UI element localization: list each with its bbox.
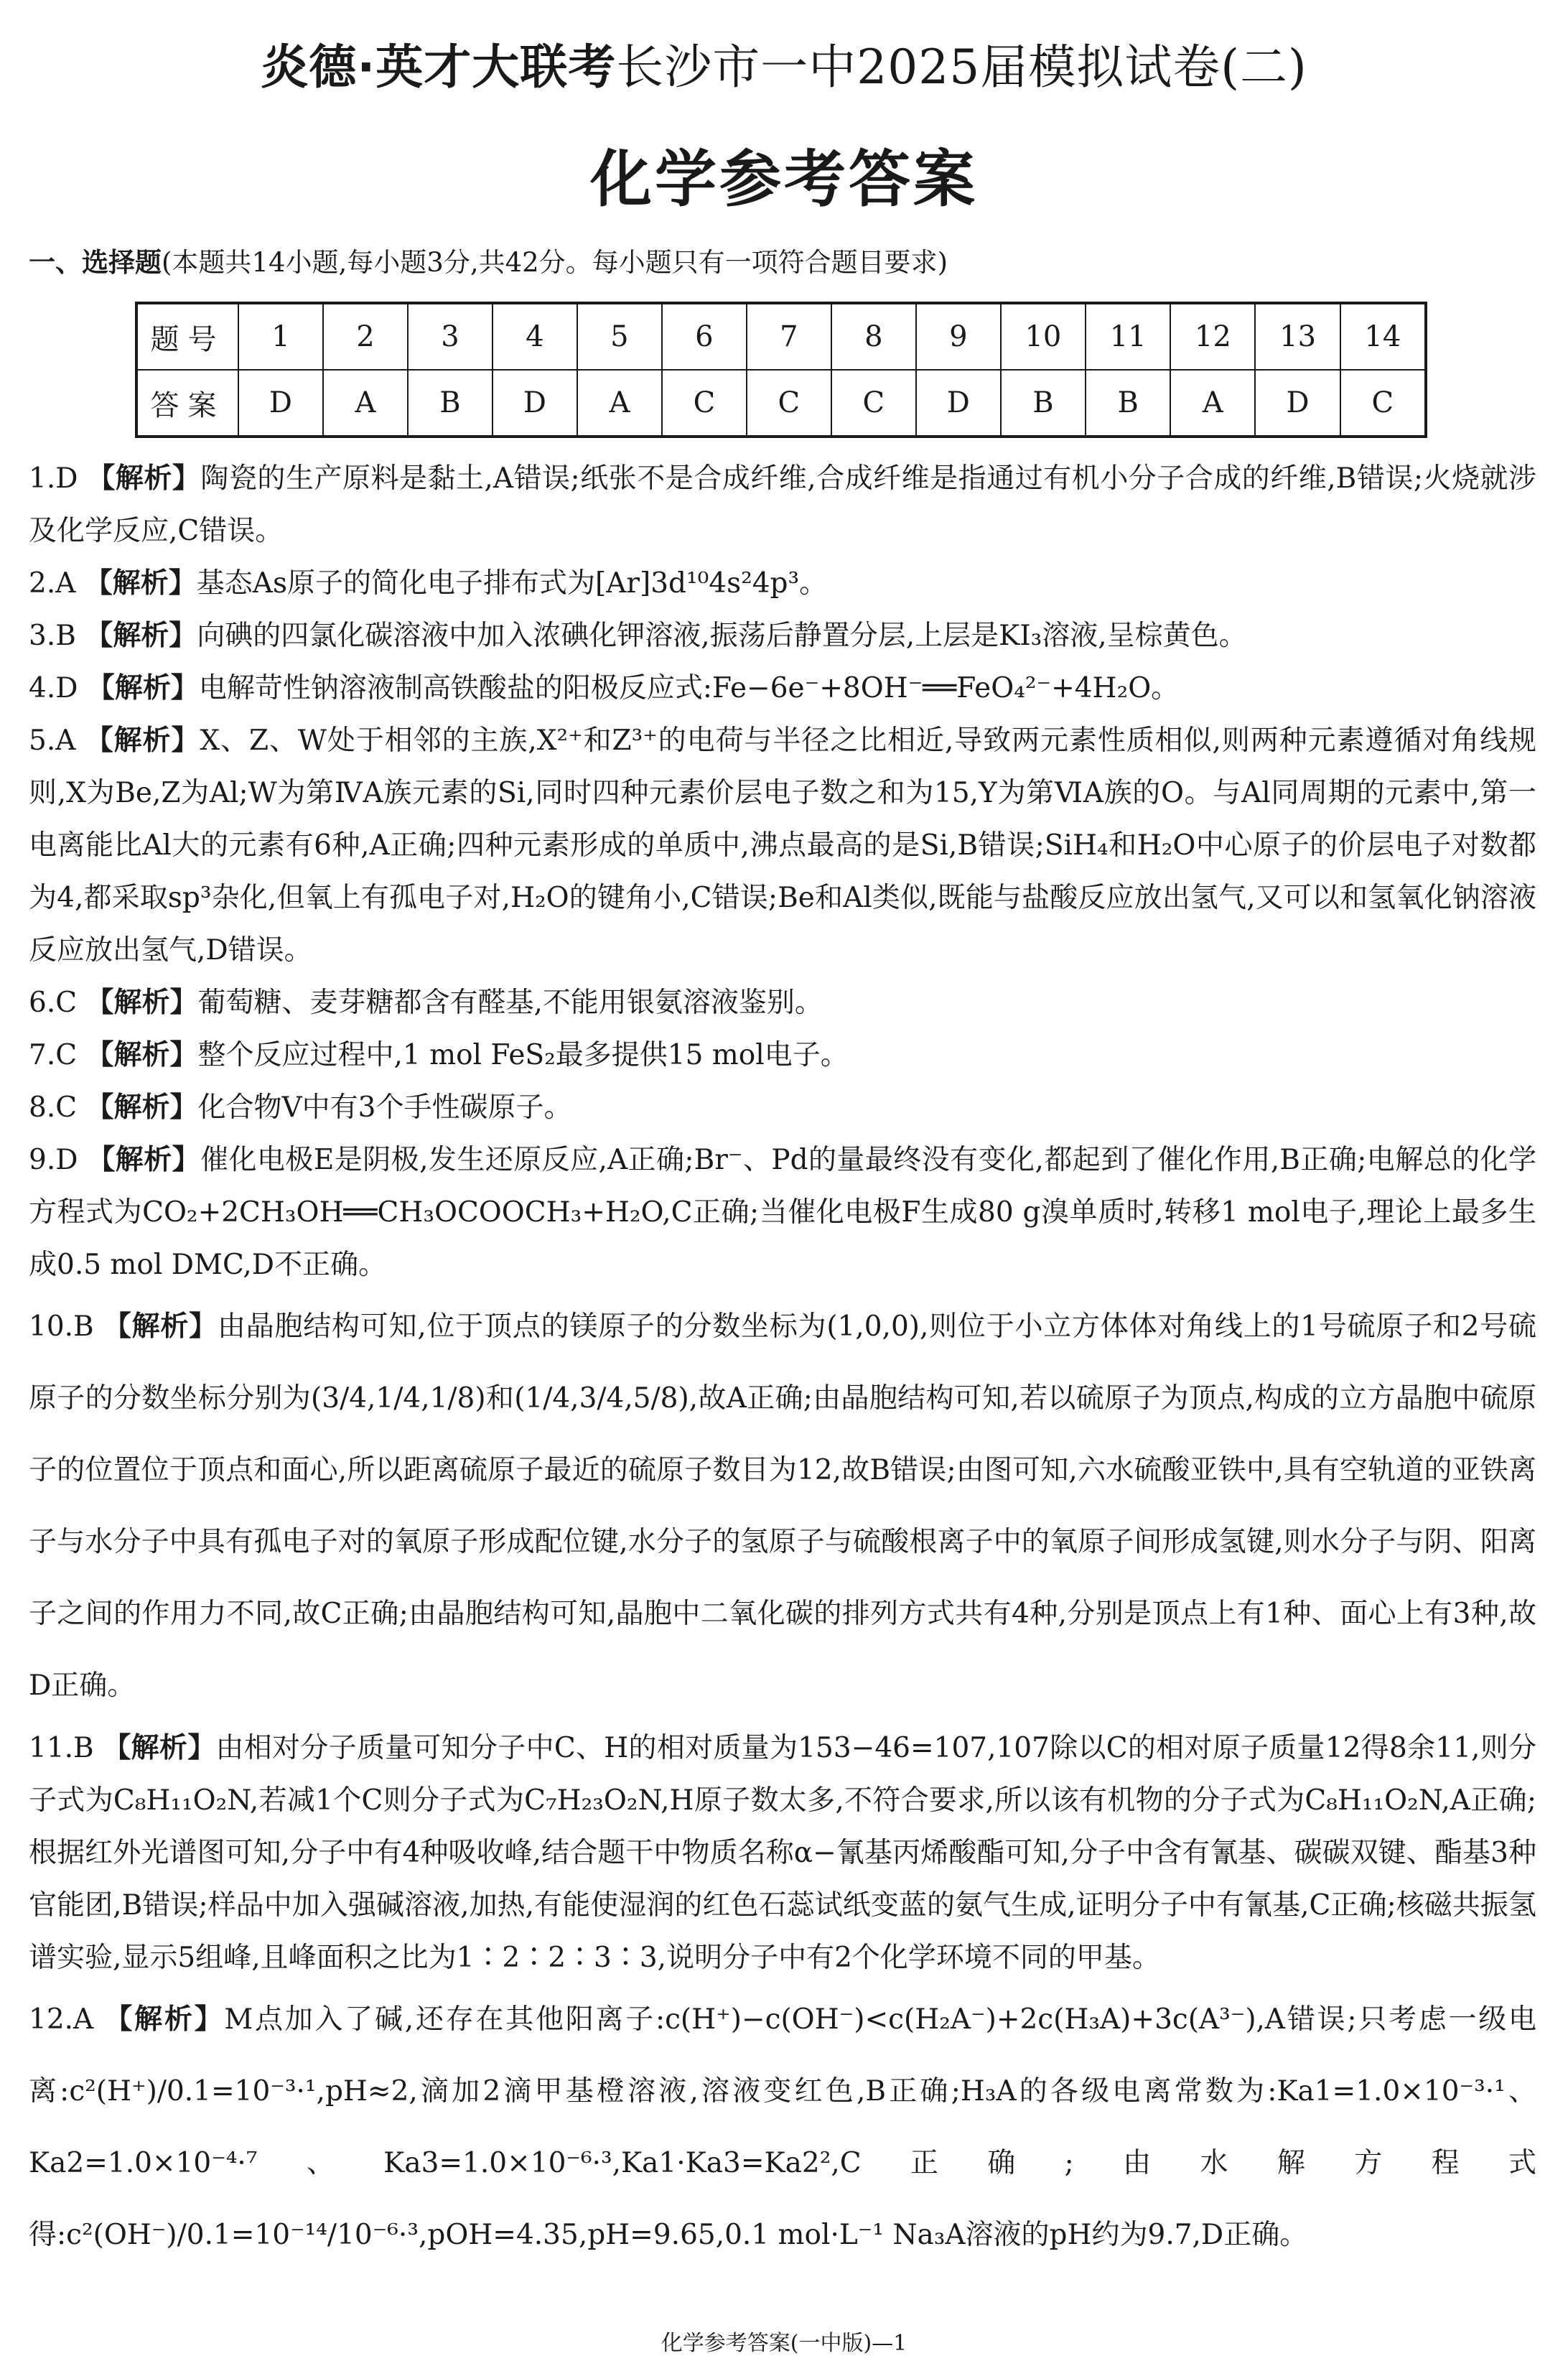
explanation-2 — [29, 557, 1536, 610]
item-text: 催化电极E是阴极,发生还原反应,A正确;Br⁻、Pd的量最终没有变化,都起到了催化作用,B正确;电解总的化学方程式为CO₂+2CH₃OH══CH₃OCOOCH₃+H₂O,C正确;当催化电极F生成80 g溴单质时,转移1 mol电子,理论上最多生成0.5 mol DMC,D不正确。 — [29, 1144, 1536, 1281]
answer-table — [135, 302, 1427, 438]
question-number-cell: 10 — [1001, 303, 1086, 370]
exam-brand: 炎德·英才大联考 — [261, 39, 617, 95]
answer-cell: A — [577, 370, 662, 437]
item-number: 7.C — [29, 1039, 78, 1071]
item-text: 电解苛性钠溶液制高铁酸盐的阳极反应式:Fe−6e⁻+8OH⁻══FeO₄²⁻+4H₂O。 — [198, 672, 1180, 704]
item-number: 6.C — [29, 987, 78, 1019]
item-number: 12.A — [29, 2003, 94, 2036]
explanation-tag: 【解析】 — [87, 1144, 201, 1176]
question-number-row — [136, 303, 1426, 370]
explanation-tag: 【解析】 — [86, 672, 199, 704]
answer-cell: C — [1340, 370, 1426, 437]
item-text: M点加入了碱,还存在其他阳离子:c(H⁺)−c(OH⁻)<c(H₂A⁻)+2c(H₃A)+3c(A³⁻),A错误;只考虑一级电离:c²(H⁺)/0.1=10⁻³·¹,pH≈2,滴加2滴甲基橙溶液,溶液变红色,B正确;H₃A的各级电离常数为:Ka1=1.0×10⁻³·¹、Ka2=1.0×10⁻⁴·⁷、Ka3=1.0×10⁻⁶·³,Ka1·Ka3=Ka2²,C正确;由水解方程式得:c²(OH⁻)/0.1=10⁻¹⁴/10⁻⁶·³,pOH=4.35,pH=9.65,0.1 mol·L⁻¹ Na₃A溶液的pH约为9.7,D正确。 — [29, 2003, 1536, 2251]
explanation-tag: 【解析】 — [85, 725, 200, 757]
question-number-cell: 13 — [1255, 303, 1340, 370]
explanation-11 — [29, 1722, 1536, 1984]
answer-cell: C — [831, 370, 916, 437]
item-number: 2.A — [29, 567, 76, 600]
item-text: 陶瓷的生产原料是黏土,A错误;纸张不是合成纤维,合成纤维是指通过有机小分子合成的纤维,B错误;火烧就涉及化学反应,C错误。 — [29, 462, 1536, 547]
item-text: 由相对分子质量可知分子中C、H的相对质量为153−46=107,107除以C的相对原子质量12得8余11,则分子式为C₈H₁₁O₂N,若减1个C则分子式为C₇H₂₃O₂N,H原子数太多,不符合要求,所以该有机物的分子式为C₈H₁₁O₂N,A正确;根据红外光谱图可知,分子中有4种吸收峰,结合题干中物质名称α−氰基丙烯酸酯可知,分子中含有氰基、碳碳双键、酯基3种官能团,B错误;样品中加入强碱溶液,加热,有能使湿润的红色石蕊试纸变蓝的氨气生成,证明分子中有氰基,C正确;核磁共振氢谱实验,显示5组峰,且峰面积之比为1∶2∶2∶3∶3,说明分子中有2个化学环境不同的甲基。 — [29, 1732, 1536, 1974]
question-number-cell: 6 — [662, 303, 747, 370]
item-text: 化合物Ⅴ中有3个手性碳原子。 — [197, 1091, 572, 1124]
explanation-10 — [29, 1291, 1536, 1722]
explanation-tag: 【解析】 — [87, 462, 201, 495]
page-footer: 化学参考答案(一中版)—1 — [661, 2331, 907, 2356]
section-label: 一、选择题 — [29, 247, 162, 278]
question-number-cell: 11 — [1086, 303, 1170, 370]
question-number-cell: 3 — [408, 303, 493, 370]
answer-cell: B — [1001, 370, 1086, 437]
section-note: (本题共14小题,每小题3分,共42分。每小题只有一项符合题目要求) — [162, 247, 948, 278]
explanation-tag: 【解析】 — [103, 1310, 218, 1343]
explanation-5 — [29, 714, 1536, 977]
explanation-6 — [29, 977, 1536, 1029]
explanation-tag: 【解析】 — [85, 987, 198, 1019]
explanation-4 — [29, 662, 1536, 714]
answer-cell: D — [916, 370, 1001, 437]
explanation-7 — [29, 1029, 1536, 1081]
answer-row — [136, 370, 1426, 437]
question-number-cell: 2 — [323, 303, 408, 370]
question-number-cell: 7 — [747, 303, 831, 370]
explanation-tag: 【解析】 — [104, 2003, 225, 2036]
item-text: 向碘的四氯化碳溶液中加入浓碘化钾溶液,振荡后静置分层,上层是KI₃溶液,呈棕黄色。 — [197, 620, 1247, 652]
explanation-tag: 【解析】 — [103, 1732, 216, 1764]
item-text: 由晶胞结构可知,位于顶点的镁原子的分数坐标为(1,0,0),则位于小立方体体对角线上的1号硫原子和2号硫原子的分数坐标分别为(3/4,1/4,1/8)和(1/4,3/4,5/8),故A正确;由晶胞结构可知,若以硫原子为顶点,构成的立方晶胞中硫原子的位置位于顶点和面心,所以距离硫原子最近的硫原子数目为12,故B错误;由图可知,六水硫酸亚铁中,具有空轨道的亚铁离子与水分子中具有孤电子对的氧原子形成配位键,水分子的氢原子与硫酸根离子中的氧原子间形成氢键,则水分子与阴、阳离子之间的作用力不同,故C正确;由晶胞结构可知,晶胞中二氧化碳的排列方式共有4种,分别是顶点上有1种、面心上有3种,故D正确。 — [29, 1310, 1536, 1702]
exam-name: 长沙市一中2025届模拟试卷(二) — [616, 39, 1307, 95]
item-number: 4.D — [29, 672, 78, 704]
item-number: 11.B — [29, 1732, 94, 1764]
row-label-answer: 答案 — [136, 370, 238, 437]
answer-cell: C — [747, 370, 831, 437]
explanation-list — [29, 452, 1536, 2271]
exam-title — [0, 29, 1568, 97]
explanation-tag: 【解析】 — [85, 1091, 198, 1124]
question-number-cell: 8 — [831, 303, 916, 370]
item-number: 1.D — [29, 462, 78, 495]
question-number-cell: 4 — [493, 303, 577, 370]
answer-cell: D — [238, 370, 323, 437]
item-text: 整个反应过程中,1 mol FeS₂最多提供15 mol电子。 — [197, 1039, 849, 1071]
answer-cell: A — [1170, 370, 1255, 437]
question-number-cell: 5 — [577, 303, 662, 370]
question-number-cell: 1 — [238, 303, 323, 370]
explanation-9 — [29, 1134, 1536, 1291]
item-text: X、Z、W处于相邻的主族,X²⁺和Z³⁺的电荷与半径之比相近,导致两元素性质相似,则两种元素遵循对角线规则,X为Be,Z为Al;W为第ⅣA族元素的Si,同时四种元素价层电子数之和为15,Y为第ⅥA族的O。与Al同周期的元素中,第一电离能比Al大的元素有6种,A正确;四种元素形成的单质中,沸点最高的是Si,B错误;SiH₄和H₂O中心原子的价层电子对数都为4,都采取sp³杂化,但氧上有孤电子对,H₂O的键角小,C错误;Be和Al类似,既能与盐酸反应放出氢气,又可以和氢氧化钠溶液反应放出氢气,D错误。 — [29, 725, 1536, 967]
question-number-cell: 14 — [1340, 303, 1426, 370]
answer-cell: C — [662, 370, 747, 437]
explanation-1 — [29, 452, 1536, 557]
explanation-8 — [29, 1081, 1536, 1134]
row-label-number: 题号 — [136, 303, 238, 370]
explanation-12 — [29, 1984, 1536, 2271]
item-number: 5.A — [29, 725, 76, 757]
question-number-cell: 12 — [1170, 303, 1255, 370]
question-number-cell: 9 — [916, 303, 1001, 370]
explanation-tag: 【解析】 — [85, 1039, 198, 1071]
item-number: 10.B — [29, 1310, 94, 1343]
item-text: 基态As原子的简化电子排布式为[Ar]3d¹⁰4s²4p³。 — [196, 567, 828, 600]
explanation-tag: 【解析】 — [85, 620, 197, 652]
answer-cell: A — [323, 370, 408, 437]
item-number: 3.B — [29, 620, 76, 652]
item-number: 8.C — [29, 1091, 78, 1124]
answer-cell: D — [493, 370, 577, 437]
page-title: 化学参考答案 — [590, 144, 978, 215]
answer-cell: B — [408, 370, 493, 437]
section-heading — [29, 241, 948, 279]
answer-cell: D — [1255, 370, 1340, 437]
explanation-tag: 【解析】 — [84, 567, 197, 600]
explanation-3 — [29, 610, 1536, 662]
item-text: 葡萄糖、麦芽糖都含有醛基,不能用银氨溶液鉴别。 — [197, 987, 823, 1019]
answer-cell: B — [1086, 370, 1170, 437]
item-number: 9.D — [29, 1144, 78, 1176]
